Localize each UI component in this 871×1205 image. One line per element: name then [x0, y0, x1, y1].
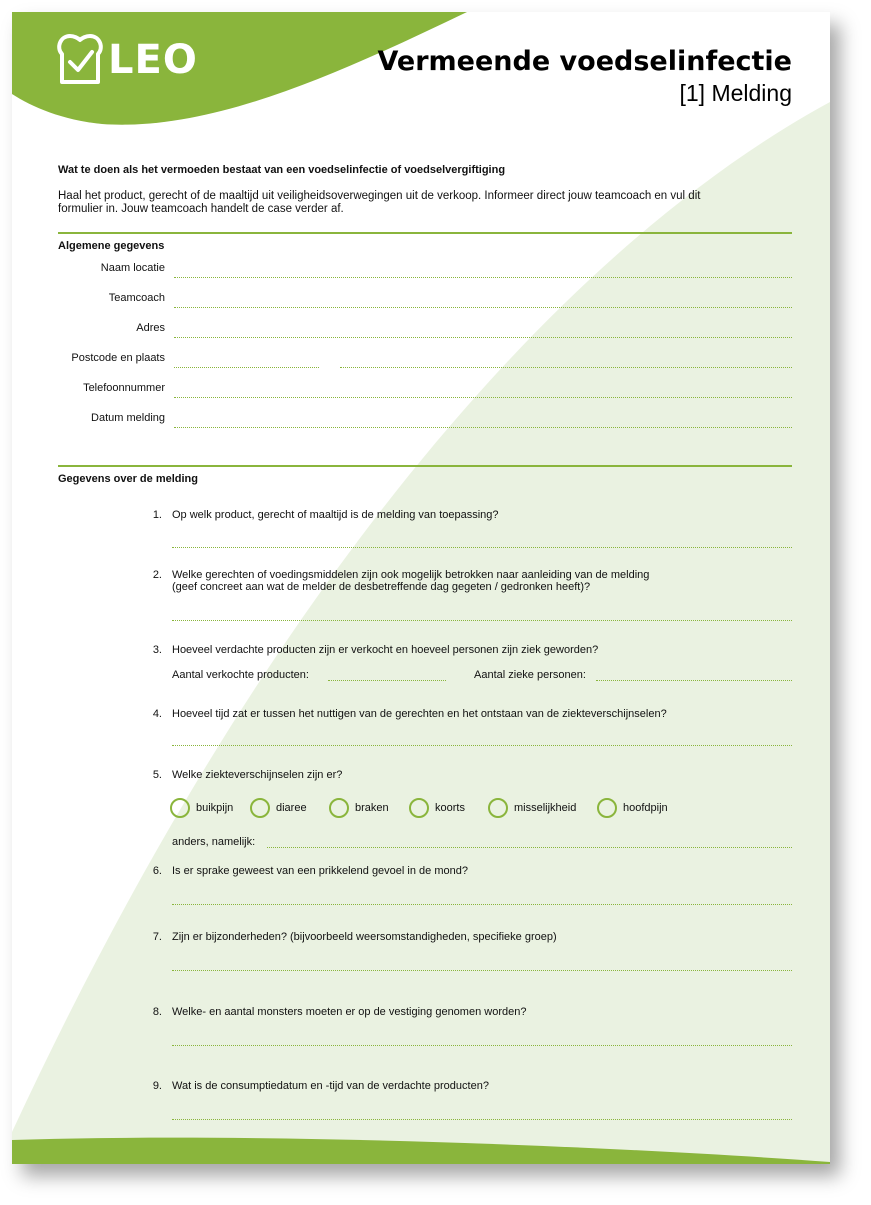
symptom-option-braken[interactable] — [329, 798, 389, 818]
answer-9-field[interactable] — [172, 1119, 792, 1120]
report-heading: Gegevens over de melding — [58, 473, 198, 485]
symptom-label: misselijkheid — [514, 802, 577, 814]
answer-2-field[interactable] — [172, 620, 792, 621]
question-number: 2. — [152, 569, 162, 581]
question-number: 9. — [152, 1080, 162, 1092]
postcode-field[interactable] — [174, 367, 319, 368]
symptom-label: hoofdpijn — [623, 802, 668, 814]
symptom-label: diaree — [276, 802, 307, 814]
adres-field[interactable] — [174, 337, 792, 338]
question-8: Welke- en aantal monsters moeten er op de vestiging genomen worden? — [172, 1006, 527, 1018]
logo-text: LEO — [108, 37, 198, 83]
question-6: Is er sprake geweest van een prikkelend gevoel in de mond? — [172, 865, 468, 877]
field-label-naam-locatie: Naam locatie — [100, 262, 165, 274]
field-label-teamcoach: Teamcoach — [108, 292, 165, 304]
sick-persons-field[interactable] — [596, 680, 792, 681]
leo-logo — [56, 34, 216, 90]
other-symptoms-field[interactable] — [267, 847, 792, 848]
symptom-label: koorts — [435, 802, 465, 814]
question-3: Hoeveel verdachte producten zijn er verkocht en hoeveel personen zijn ziek geworden? — [172, 644, 599, 656]
form-sheet — [12, 12, 830, 1164]
question-number: 7. — [152, 931, 162, 943]
symptom-label: braken — [355, 802, 389, 814]
section-divider — [58, 465, 792, 467]
bread-check-icon — [56, 34, 104, 86]
sold-products-field[interactable] — [328, 680, 446, 681]
checkbox-circle[interactable] — [170, 798, 190, 818]
question-number: 6. — [152, 865, 162, 877]
naam-locatie-field[interactable] — [174, 277, 792, 278]
question-5: Welke ziekteverschijnselen zijn er? — [172, 769, 343, 781]
answer-7-field[interactable] — [172, 970, 792, 971]
page-subtitle: [1] Melding — [679, 80, 792, 106]
plaats-field[interactable] — [340, 367, 792, 368]
teamcoach-field[interactable] — [174, 307, 792, 308]
answer-8-field[interactable] — [172, 1045, 792, 1046]
field-label-postcode: Postcode en plaats — [71, 352, 165, 364]
checkbox-circle[interactable] — [597, 798, 617, 818]
field-label-datum: Datum melding — [91, 412, 165, 424]
question-9: Wat is de consumptiedatum en -tijd van de verdachte producten? — [172, 1080, 489, 1092]
question-number: 1. — [152, 509, 162, 521]
checkbox-circle[interactable] — [488, 798, 508, 818]
field-label-telefoon: Telefoonnummer — [83, 382, 165, 394]
field-label-adres: Adres — [136, 322, 165, 334]
sold-products-label: Aantal verkochte producten: — [172, 669, 309, 681]
page-title: Vermeende voedselinfectie — [377, 46, 792, 77]
general-heading: Algemene gegevens — [58, 240, 165, 252]
symptom-label: buikpijn — [196, 802, 234, 814]
datum-field[interactable] — [174, 427, 792, 428]
question-number: 5. — [152, 769, 162, 781]
answer-1-field[interactable] — [172, 547, 792, 548]
question-2: Welke gerechten of voedingsmiddelen zijn ook mogelijk betrokken naar aanleiding van de melding — [172, 569, 650, 581]
symptom-option-misselijkheid[interactable] — [488, 798, 576, 818]
symptom-option-koorts[interactable] — [409, 798, 465, 818]
other-symptoms-label: anders, namelijk: — [172, 836, 256, 848]
checkbox-circle[interactable] — [250, 798, 270, 818]
answer-4-field[interactable] — [172, 745, 792, 746]
symptom-option-hoofdpijn[interactable] — [597, 798, 668, 818]
sick-persons-label: Aantal zieke personen: — [474, 669, 586, 681]
symptom-option-diaree[interactable] — [250, 798, 307, 818]
telefoon-field[interactable] — [174, 397, 792, 398]
answer-6-field[interactable] — [172, 904, 792, 905]
intro-heading: Wat te doen als het vermoeden bestaat van een voedselinfectie of voedselvergiftiging — [58, 164, 506, 176]
section-divider — [58, 232, 792, 234]
question-2-note: (geef concreet aan wat de melder de desbetreffende dag gegeten / gedronken heeft)? — [172, 581, 591, 593]
question-number: 8. — [152, 1006, 162, 1018]
question-number: 4. — [152, 708, 162, 720]
question-7: Zijn er bijzonderheden? (bijvoorbeeld weersomstandigheden, specifieke groep) — [172, 931, 557, 943]
question-number: 3. — [152, 644, 162, 656]
symptom-option-buikpijn[interactable] — [170, 798, 233, 818]
intro-text: Haal het product, gerecht of de maaltijd uit veiligheidsoverwegingen uit de verkoop. Informeer direct jouw teamcoach en vul dit formulier in. Jouw teamcoach handelt de case verder af. — [58, 190, 701, 215]
checkbox-circle[interactable] — [409, 798, 429, 818]
checkbox-circle[interactable] — [329, 798, 349, 818]
question-4: Hoeveel tijd zat er tussen het nuttigen van de gerechten en het ontstaan van de ziekteverschijnselen? — [172, 708, 667, 720]
question-1: Op welk product, gerecht of maaltijd is de melding van toepassing? — [172, 509, 499, 521]
